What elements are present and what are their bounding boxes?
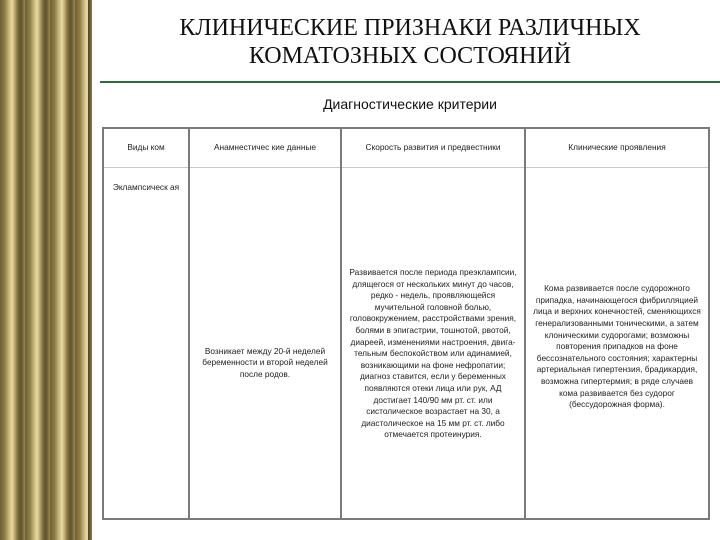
title-line-2: КОМАТОЗНЫХ СОСТОЯНИЙ [248, 43, 572, 69]
cell-speed: Развивается после периода преэклампсии, длящегося от нескольких минут до часов, редко - недель, проявляющейся мучительной головной болью, головокружением, расстройствами зрения, болями в эпигастрии, тошнотой, рвотой, диареей, изменениями настроения, двига-тельным беспокойством или адинамией, возникающими на фоне нефропатии; диагноз ставится, если у беременных появляются отеки лица или рук, АД достигает 140/90 мм рт. ст. или систолическое возрастает на 30, а диастолическое на 15 мм рт. ст. либо отмечается протеинурия. [341, 168, 525, 520]
table-header-row [103, 128, 709, 168]
decorative-left-border [0, 0, 92, 540]
header-clinical: Клинические проявления [525, 128, 709, 168]
slide-title [130, 14, 690, 70]
cell-coma-type: Эклампсическ ая [103, 168, 189, 520]
header-speed: Скорость развития и предвестники [341, 128, 525, 168]
header-anamnesis: Анамнестичес кие данные [189, 128, 341, 168]
table-row [103, 168, 709, 520]
cell-clinical: Кома развивается после судорожного припадка, начинающегося фибрилляцией лица и верхних конечностей, сменяющихся генерализованными тоническими, а затем клоническими судорогами; возможны повторения припадков на фоне бессознательного состояния; характерны артериальная гипертензия, брадикардия, возможна гипертермия; в ряде случаев кома развивается без судорог (бессудорожная форма). [525, 168, 709, 520]
title-divider [100, 81, 720, 83]
title-line-1: КЛИНИЧЕСКИЕ ПРИЗНАКИ РАЗЛИЧНЫХ [179, 15, 641, 41]
table-caption: Диагностические критерии [323, 96, 497, 112]
criteria-table [102, 127, 710, 520]
cell-anamnesis: Возникает между 20-й неделей беременности и второй неделей после родов. [189, 168, 341, 520]
header-coma-types: Виды ком [103, 128, 189, 168]
